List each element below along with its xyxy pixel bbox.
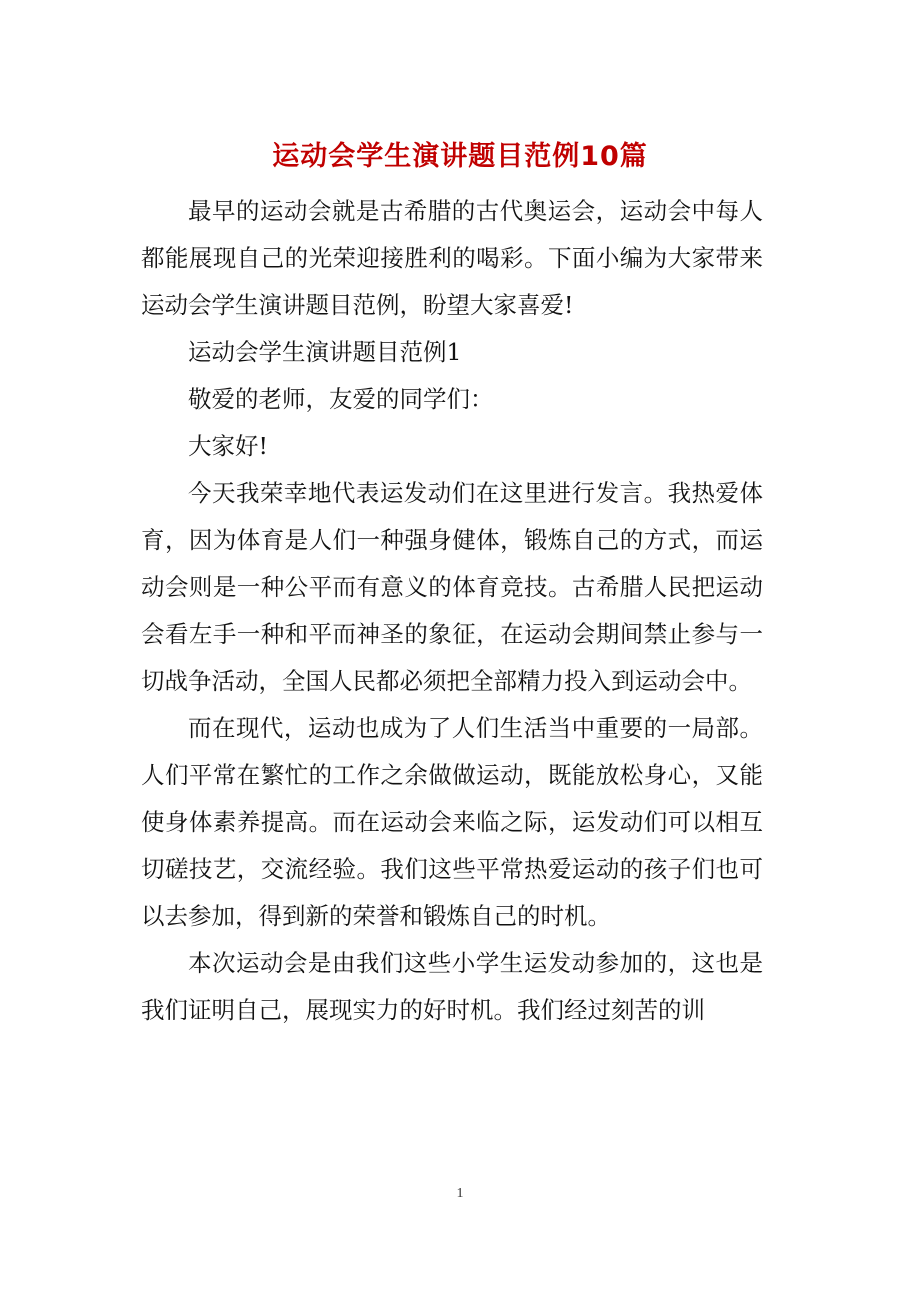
salutation: 敬爱的老师，友爱的同学们： (188, 385, 494, 413)
document-body (141, 188, 763, 1034)
intro-paragraph: 最早的运动会就是古希腊的古代奥运会，运动会中每人都能展现自己的光荣迎接胜利的喝彩。下面小编为大家带来运动会学生演讲题目范例，盼望大家喜爱! (141, 197, 763, 319)
document-title: 运动会学生演讲题目范例10篇 (272, 141, 648, 172)
section-heading: 运动会学生演讲题目范例1 (188, 338, 462, 366)
body-paragraph: 而在现代，运动也成为了人们生活当中重要的一局部。人们平常在繁忙的工作之余做做运动，既能放松身心，又能使身体素养提高。而在运动会来临之际，运发动们可以相互切磋技艺，交流经验。我们这些平常热爱运动的孩子们也可以去参加，得到新的荣誉和锻炼自己的时机。 (141, 714, 763, 930)
greeting: 大家好! (188, 432, 268, 460)
body-paragraph: 今天我荣幸地代表运发动们在这里进行发言。我热爱体育，因为体育是人们一种强身健体，锻炼自己的方式，而运动会则是一种公平而有意义的体育竞技。古希腊人民把运动会看左手一种和平而神圣的象征，在运动会期间禁止参与一切战争活动，全国人民都必须把全部精力投入到运动会中。 (141, 479, 763, 695)
body-paragraph: 本次运动会是由我们这些小学生运发动参加的，这也是我们证明自己，展现实力的好时机。我们经过刻苦的训 (141, 949, 763, 1024)
page-number: 1 (456, 1186, 464, 1201)
